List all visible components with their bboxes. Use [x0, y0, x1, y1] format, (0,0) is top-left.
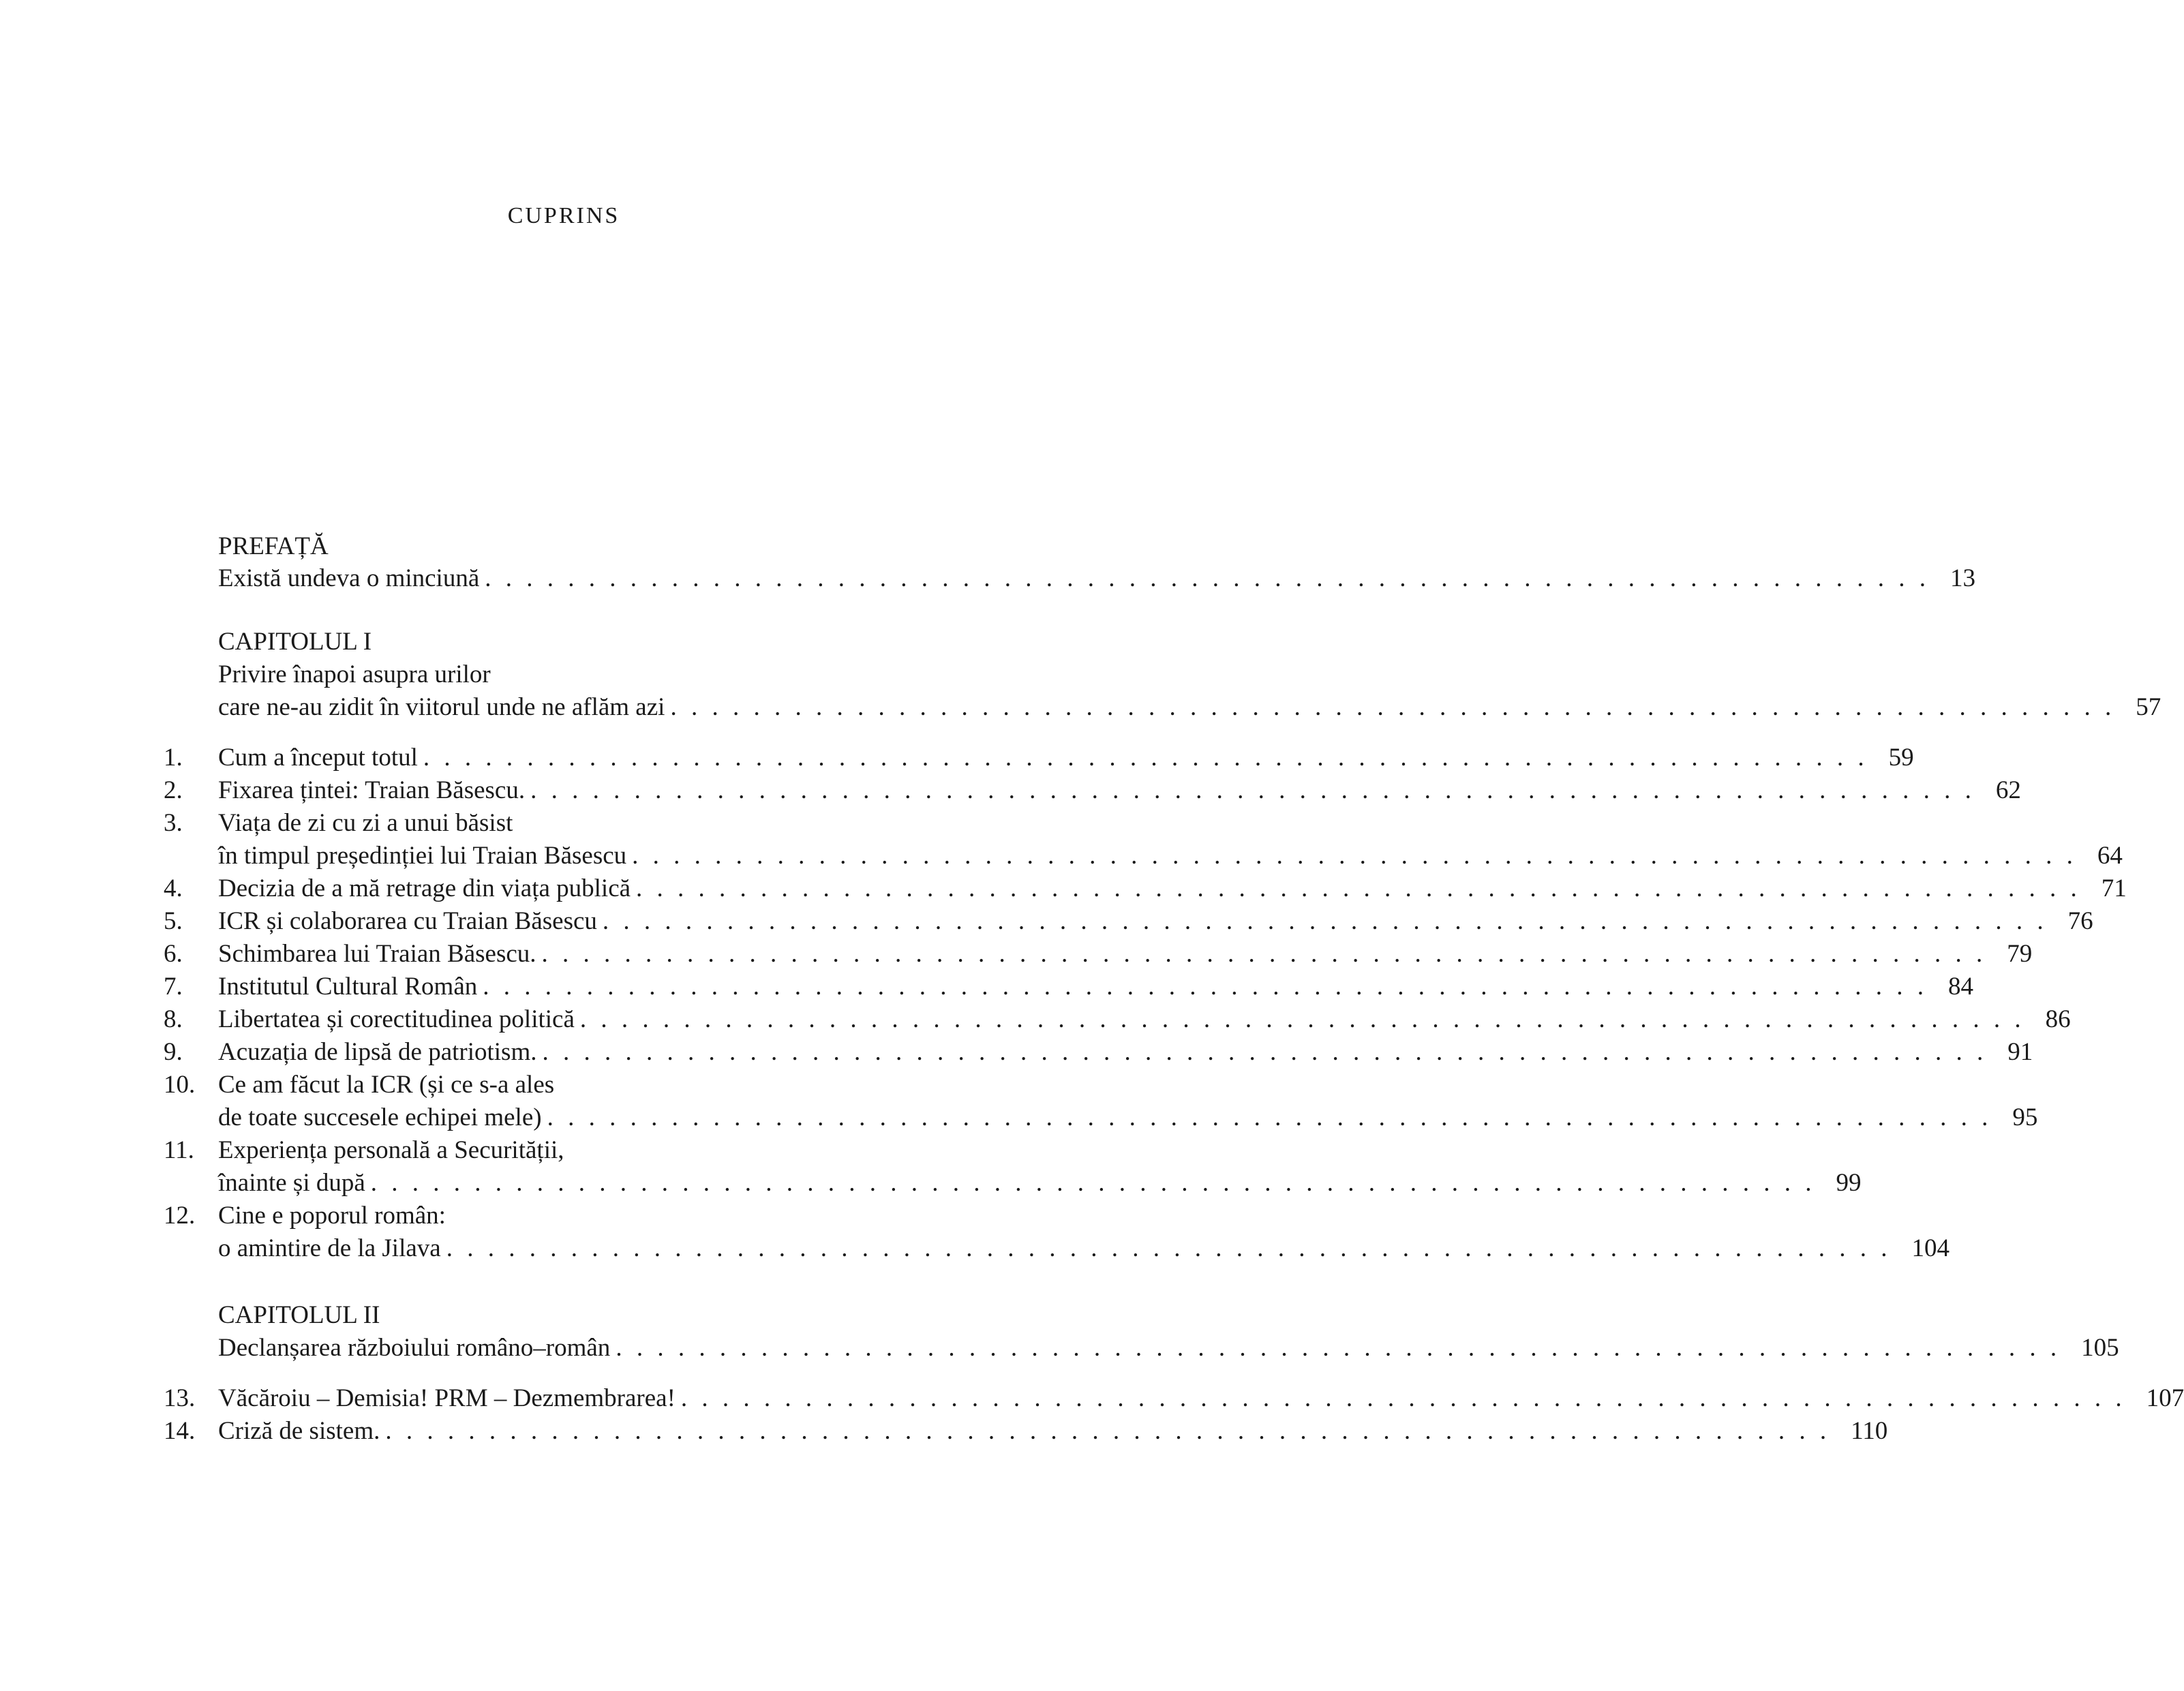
dot-leader: . . . . . . . . . . . . . . . . . . . . . . . . . . . . . . . . . . . . . . . . . . . . . . . . . . . . . . . . . . . . . . . . . . . . . .: [602, 907, 2048, 935]
toc-entry-chapter-1[interactable]: [218, 692, 2162, 722]
dot-leader: . . . . . . . . . . . . . . . . . . . . . . . . . . . . . . . . . . . . . . . . . . . . . . . . . . . . . . . . . . . . . . . . . . . . . .: [547, 1103, 1992, 1131]
toc-entry-title-continued: de toate succesele echipei mele): [218, 1103, 542, 1131]
dot-leader: . . . . . . . . . . . . . . . . . . . . . . . . . . . . . . . . . . . . . . . . . . . . . . . . . . . . . . . . . . . . . . . . . . . . . .: [670, 693, 2116, 721]
toc-page-number: 105: [2081, 1334, 2119, 1362]
dot-leader: . . . . . . . . . . . . . . . . . . . . . . . . . . . . . . . . . . . . . . . . . . . . . . . . . . . . . . . . . . . . . . . . . . . . . .: [542, 1038, 1988, 1066]
toc-page-number: 99: [1836, 1169, 1862, 1197]
toc-entry-title: Acuzația de lipsă de patriotism.: [218, 1038, 537, 1066]
toc-page-number: 13: [1950, 564, 1976, 592]
toc-entry-number: 14.: [164, 1417, 196, 1445]
chapter-1-heading: CAPITOLUL I: [218, 628, 372, 656]
toc-entry-title: Institutul Cultural Român: [218, 973, 478, 1001]
toc-entry-9[interactable]: [164, 1037, 2033, 1070]
toc-entry-title: Ce am făcut la ICR (și ce s-a ales: [218, 1071, 555, 1099]
dot-leader: . . . . . . . . . . . . . . . . . . . . . . . . . . . . . . . . . . . . . . . . . . . . . . . . . . . . . . . . . . . . . . . . . . . . . .: [385, 1417, 1831, 1445]
toc-entry-5[interactable]: [164, 907, 2093, 939]
toc-entry-11[interactable]: [164, 1136, 1862, 1197]
toc-entry-title: Există undeva o minciună: [218, 564, 480, 592]
toc-page-number: 107: [2146, 1384, 2184, 1412]
toc-entry-number: 7.: [164, 973, 183, 1001]
toc-entry-2[interactable]: [164, 776, 2021, 808]
dot-leader: . . . . . . . . . . . . . . . . . . . . . . . . . . . . . . . . . . . . . . . . . . . . . . . . . . . . . . . . . . . . . . . . . . . . . .: [616, 1334, 2061, 1362]
toc-page-number: 64: [2097, 842, 2123, 870]
toc-entry-title: Criză de sistem.: [218, 1417, 380, 1445]
toc-page-number: 95: [2012, 1103, 2038, 1131]
toc-entry-number: 9.: [164, 1038, 183, 1066]
chapter-2-heading: CAPITOLUL II: [218, 1301, 380, 1329]
toc-entry-10[interactable]: [164, 1070, 2038, 1131]
toc-entry-number: 12.: [164, 1202, 196, 1230]
toc-page-number: 84: [1948, 973, 1974, 1001]
dot-leader: . . . . . . . . . . . . . . . . . . . . . . . . . . . . . . . . . . . . . . . . . . . . . . . . . . . . . . . . . . . . . . . . . . . . . .: [680, 1384, 2126, 1412]
toc-entry-number: 8.: [164, 1005, 183, 1033]
toc-entry-title: care ne-au zidit în viitorul unde ne aflăm azi: [218, 693, 665, 721]
toc-entry-number: 5.: [164, 907, 183, 935]
toc-entry-number: 2.: [164, 776, 183, 804]
toc-page-number: 59: [1888, 744, 1914, 772]
toc-entry-title: Decizia de a mă retrage din viața publică: [218, 874, 631, 902]
toc-entry-title: Cum a început totul: [218, 744, 418, 772]
toc-entry-number: 6.: [164, 940, 183, 968]
toc-entry-number: 1.: [164, 744, 183, 772]
toc-page-number: 110: [1851, 1417, 1888, 1445]
toc-entry-title: Declanșarea războiului româno–român: [218, 1334, 611, 1362]
dot-leader: . . . . . . . . . . . . . . . . . . . . . . . . . . . . . . . . . . . . . . . . . . . . . . . . . . . . . . . . . . . . . . . . . . . . . .: [632, 842, 2077, 870]
toc-entry-title: Experiența personală a Securității,: [218, 1136, 564, 1164]
toc-entry-3[interactable]: [164, 808, 2123, 870]
toc-entry-number: 4.: [164, 874, 183, 902]
dot-leader: . . . . . . . . . . . . . . . . . . . . . . . . . . . . . . . . . . . . . . . . . . . . . . . . . . . . . . . . . . . . . . . . . . . . . .: [541, 940, 1987, 968]
toc-entry-title-continued: în timpul președinției lui Traian Băsescu: [218, 842, 627, 870]
toc-entry-8[interactable]: [164, 1005, 2071, 1037]
page-title: CUPRINS: [507, 203, 620, 228]
toc-page-number: 57: [2136, 693, 2162, 721]
dot-leader: . . . . . . . . . . . . . . . . . . . . . . . . . . . . . . . . . . . . . . . . . . . . . . . . . . . . . . . . . . . . . . . . . . . . . .: [485, 564, 1930, 592]
toc-page-number: 104: [1911, 1234, 1950, 1262]
toc-entry-chapter-2[interactable]: [218, 1333, 2119, 1362]
toc-entry-title-continued: o amintire de la Jilava: [218, 1234, 441, 1262]
toc-page-number: 76: [2067, 907, 2093, 935]
toc-entry-number: 10.: [164, 1071, 196, 1099]
dot-leader: . . . . . . . . . . . . . . . . . . . . . . . . . . . . . . . . . . . . . . . . . . . . . . . . . . . . . . . . . . . . . . . . . . . . . .: [483, 973, 1928, 1001]
toc-entry-number: 3.: [164, 809, 183, 837]
toc-entry-title: Schimbarea lui Traian Băsescu.: [218, 940, 536, 968]
dot-leader: . . . . . . . . . . . . . . . . . . . . . . . . . . . . . . . . . . . . . . . . . . . . . . . . . . . . . . . . . . . . . . . . . . . . . .: [446, 1234, 1892, 1262]
toc-entry-title: Libertatea și corectitudinea politică: [218, 1005, 575, 1033]
toc-entry-1[interactable]: [164, 743, 1914, 776]
toc-page-number: 91: [2007, 1038, 2033, 1066]
dot-leader: . . . . . . . . . . . . . . . . . . . . . . . . . . . . . . . . . . . . . . . . . . . . . . . . . . . . . . . . . . . . . . . . . . . . . .: [579, 1005, 2025, 1033]
dot-leader: . . . . . . . . . . . . . . . . . . . . . . . . . . . . . . . . . . . . . . . . . . . . . . . . . . . . . . . . . . . . . . . . . . . . . .: [423, 744, 1868, 772]
toc-entry-14[interactable]: [164, 1416, 1888, 1449]
toc-entry-title-continued: înainte și după: [218, 1169, 365, 1197]
toc-page-number: 86: [2045, 1005, 2071, 1033]
toc-page-number: 71: [2101, 874, 2127, 902]
toc-entry-title: Viața de zi cu zi a unui băsist: [218, 809, 513, 837]
dot-leader: . . . . . . . . . . . . . . . . . . . . . . . . . . . . . . . . . . . . . . . . . . . . . . . . . . . . . . . . . . . . . . . . . . . . . .: [370, 1169, 1816, 1197]
dot-leader: . . . . . . . . . . . . . . . . . . . . . . . . . . . . . . . . . . . . . . . . . . . . . . . . . . . . . . . . . . . . . . . . . . . . . .: [636, 874, 2081, 902]
toc-entry-title: Fixarea țintei: Traian Băsescu.: [218, 776, 526, 804]
toc-entry-number: 11.: [164, 1136, 194, 1164]
toc-page-number: 62: [1995, 776, 2021, 804]
dot-leader: . . . . . . . . . . . . . . . . . . . . . . . . . . . . . . . . . . . . . . . . . . . . . . . . . . . . . . . . . . . . . . . . . . . . . .: [530, 776, 1975, 804]
preface-heading: PREFAȚĂ: [218, 532, 329, 560]
toc-entry-title: Cine e poporul român:: [218, 1202, 446, 1230]
toc-entry-title: ICR și colaborarea cu Traian Băsescu: [218, 907, 597, 935]
toc-entry-13[interactable]: [164, 1384, 2184, 1416]
toc-entry-7[interactable]: [164, 972, 1974, 1005]
toc-entry-12[interactable]: [164, 1201, 1950, 1262]
toc-entry-title: Văcăroiu – Demisia! PRM – Dezmembrarea!: [218, 1384, 676, 1412]
toc-entry-preface[interactable]: [218, 564, 1976, 593]
chapter-1-title-line-1: Privire înapoi asupra urilor: [218, 660, 491, 688]
toc-entry-number: 13.: [164, 1384, 196, 1412]
toc-entry-6[interactable]: [164, 939, 2033, 972]
toc-entry-4[interactable]: [164, 874, 2127, 907]
toc-page-number: 79: [2007, 940, 2033, 968]
